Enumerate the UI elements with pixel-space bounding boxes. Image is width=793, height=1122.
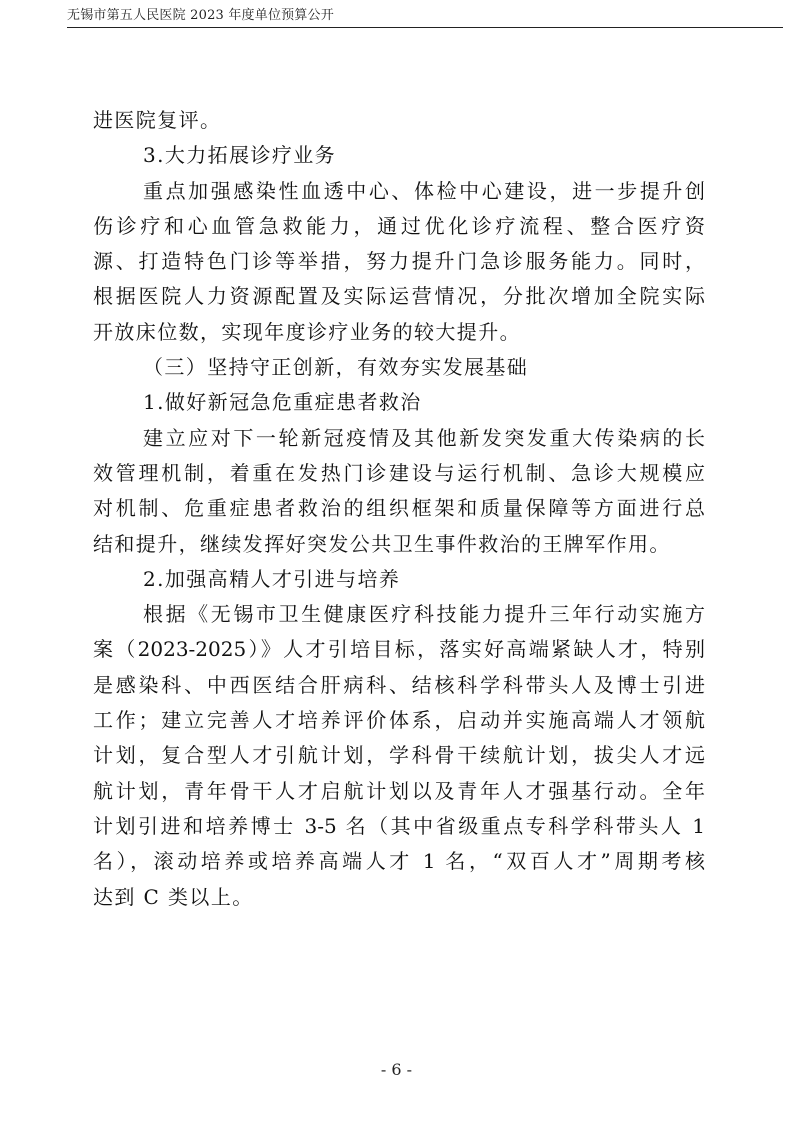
text-line: 根据医院人力资源配置及实际运营情况，分批次增加全院实际 [93,284,705,309]
page-number: - 6 - [380,1060,413,1079]
text-line: 开放床位数，实现年度诊疗业务的较大提升。 [93,319,521,344]
section-heading: 2.加强高精人才引进与培养 [143,566,401,591]
text-line: 计划引进和培养博士 3-5 名（其中省级重点专科学科带头人 1 [93,813,705,838]
running-header: 无锡市第五人民医院 2023 年度单位预算公开 [67,8,334,23]
section-heading: 1.做好新冠急危重症患者救治 [143,390,422,415]
section-heading: 3.大力拓展诊疗业务 [143,143,337,168]
text-line: 是感染科、中西医结合肝病科、结核科学科带头人及博士引进 [93,672,705,697]
text-line: 对机制、危重症患者救治的组织框架和质量保障等方面进行总 [93,496,705,521]
text-line: 名），滚动培养或培养高端人才 1 名，“双百人才”周期考核 [93,849,705,874]
document-body [93,103,705,915]
text-line: 源、打造特色门诊等举措，努力提升门急诊服务能力。同时， [93,249,705,274]
text-line: 效管理机制，着重在发热门诊建设与运行机制、急诊大规模应 [93,460,705,485]
text-line: 重点加强感染性血透中心、体检中心建设，进一步提升创 [143,178,705,203]
text-line: 结和提升，继续发挥好突发公共卫生事件救治的王牌军作用。 [93,531,671,556]
text-line: 进医院复评。 [93,108,222,132]
text-line: 航计划，青年骨干人才启航计划以及青年人才强基行动。全年 [93,778,705,803]
text-line: 计划，复合型人才引航计划，学科骨干续航计划，拔尖人才远 [93,743,705,768]
header-rule [67,27,783,28]
text-line: 建立应对下一轮新冠疫情及其他新发突发重大传染病的长 [143,425,705,450]
text-line: 伤诊疗和心血管急救能力，通过优化诊疗流程、整合医疗资 [93,213,705,238]
text-line: 达到 C 类以上。 [93,884,254,909]
text-line: 工作；建立完善人才培养评价体系，启动并实施高端人才领航 [93,708,705,733]
text-line: 根据《无锡市卫生健康医疗科技能力提升三年行动实施方 [143,602,705,627]
section-heading: （三）坚持守正创新，有效夯实发展基础 [143,355,529,380]
text-line: 案（2023-2025）》人才引培目标，落实好高端紧缺人才，特别 [93,637,705,662]
